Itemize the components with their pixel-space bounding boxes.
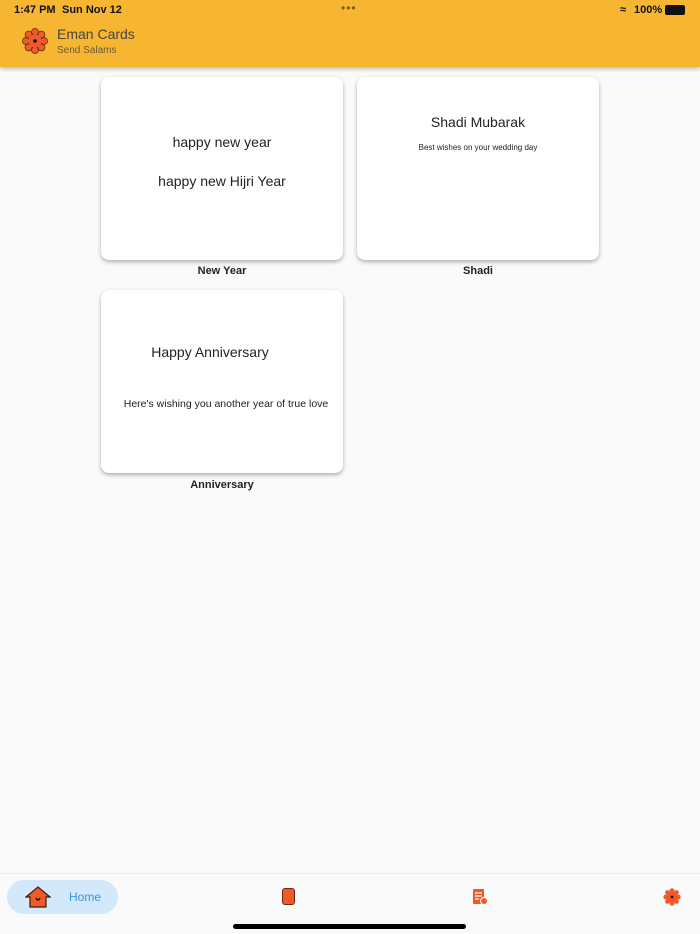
app-header (0, 0, 700, 67)
bottom-nav (0, 873, 700, 934)
status-date: Sun Nov 12 (62, 4, 122, 16)
flower-logo-icon (22, 28, 48, 54)
card-line: happy new year (172, 134, 272, 150)
home-indicator[interactable] (233, 924, 466, 929)
card-shadi[interactable] (357, 77, 599, 260)
card-line: Best wishes on your wedding day (418, 143, 538, 152)
settings-flower-icon[interactable] (663, 888, 681, 906)
card-line: Happy Anniversary (151, 344, 269, 360)
card-line: happy new Hijri Year (158, 173, 286, 189)
card-label: Anniversary (190, 479, 254, 491)
card-new-year[interactable] (101, 77, 343, 260)
battery-icon (665, 5, 685, 15)
app-subtitle: Send Salams (57, 45, 117, 56)
card-line: Shadi Mubarak (430, 114, 526, 130)
status-time: 1:47 PM (14, 4, 56, 16)
card-label: New Year (197, 265, 247, 277)
history-icon[interactable] (472, 888, 488, 905)
multitask-dots-icon[interactable]: ••• (341, 1, 357, 15)
card-icon[interactable] (282, 888, 295, 905)
card-anniversary[interactable] (101, 290, 343, 473)
home-icon (25, 886, 51, 908)
app-title: Eman Cards (57, 26, 135, 42)
wifi-icon: ≈ (620, 4, 627, 16)
nav-home[interactable] (7, 880, 118, 914)
card-label: Shadi (463, 265, 493, 277)
nav-home-label: Home (69, 890, 102, 904)
battery-text: 100% (634, 4, 663, 16)
card-line: Here's wishing you another year of true love (123, 398, 329, 410)
